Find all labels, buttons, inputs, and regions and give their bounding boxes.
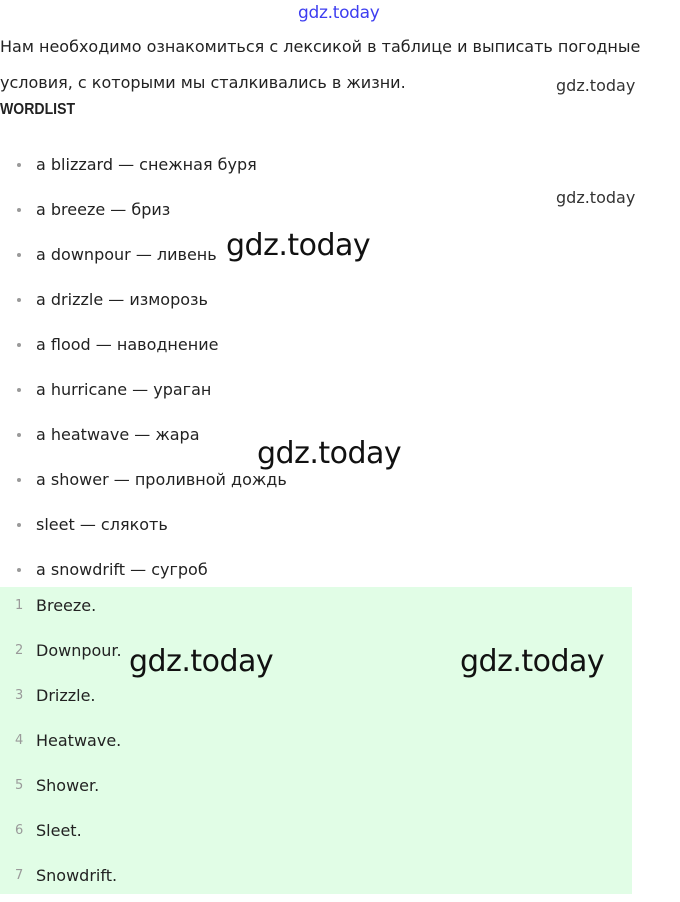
watermark-center-1: gdz.today [226, 228, 371, 263]
answer-number: 7 [15, 868, 24, 883]
answer-text: Heatwave. [36, 731, 122, 750]
list-item [0, 277, 287, 322]
answer-item [0, 767, 632, 812]
list-item [0, 142, 287, 187]
answer-item [0, 812, 632, 857]
answer-item [0, 677, 632, 722]
bullet-icon [17, 163, 21, 167]
wordlist-item-text: a breeze — бриз [36, 200, 171, 219]
answer-number: 1 [15, 598, 24, 613]
answer-text: Sleet. [36, 821, 82, 840]
bullet-icon [17, 208, 21, 212]
watermark-answers-right: gdz.today [460, 644, 605, 679]
list-item [0, 502, 287, 547]
answer-text: Downpour. [36, 641, 122, 660]
answer-number: 2 [15, 643, 24, 658]
watermark-center-2: gdz.today [257, 436, 402, 471]
wordlist-item-text: a snowdrift — сугроб [36, 560, 208, 579]
list-item [0, 322, 287, 367]
intro-paragraph: Нам необходимо ознакомиться с лексикой в таблице и выписать погодные условия, с которыми мы сталкивались в жизни. [0, 37, 641, 92]
wordlist-heading: WORDLIST [0, 101, 76, 118]
answer-number: 5 [15, 778, 24, 793]
wordlist-item-text: a downpour — ливень [36, 245, 217, 264]
bullet-icon [17, 433, 21, 437]
wordlist-item-text: a drizzle — изморозь [36, 290, 208, 309]
list-item [0, 457, 287, 502]
bullet-icon [17, 343, 21, 347]
answer-number: 3 [15, 688, 24, 703]
wordlist-item-text: a shower — проливной дождь [36, 470, 287, 489]
answer-text: Shower. [36, 776, 100, 795]
list-item [0, 367, 287, 412]
answers-list [0, 587, 632, 902]
wordlist [0, 142, 287, 592]
answer-item [0, 722, 632, 767]
list-item [0, 412, 287, 457]
answer-text: Snowdrift. [36, 866, 118, 885]
top-watermark: gdz.today [298, 3, 380, 23]
bullet-icon [17, 388, 21, 392]
answer-item [0, 857, 632, 902]
wordlist-item-text: a flood — наводнение [36, 335, 219, 354]
wordlist-item-text: a hurricane — ураган [36, 380, 212, 399]
list-item [0, 547, 287, 592]
list-item [0, 187, 287, 232]
bullet-icon [17, 298, 21, 302]
answer-number: 4 [15, 733, 24, 748]
answer-number: 6 [15, 823, 24, 838]
answers-block [0, 587, 632, 894]
bullet-icon [17, 253, 21, 257]
answer-text: Breeze. [36, 596, 97, 615]
answer-item [0, 587, 632, 632]
bullet-icon [17, 478, 21, 482]
watermark-answers-left: gdz.today [129, 644, 274, 679]
bullet-icon [17, 523, 21, 527]
wordlist-item-text: a blizzard — снежная буря [36, 155, 257, 174]
watermark-right-2: gdz.today [556, 188, 636, 207]
wordlist-item-text: sleet — слякоть [36, 515, 168, 534]
wordlist-item-text: a heatwave — жара [36, 425, 200, 444]
bullet-icon [17, 568, 21, 572]
watermark-right-1: gdz.today [556, 76, 636, 95]
answer-text: Drizzle. [36, 686, 96, 705]
